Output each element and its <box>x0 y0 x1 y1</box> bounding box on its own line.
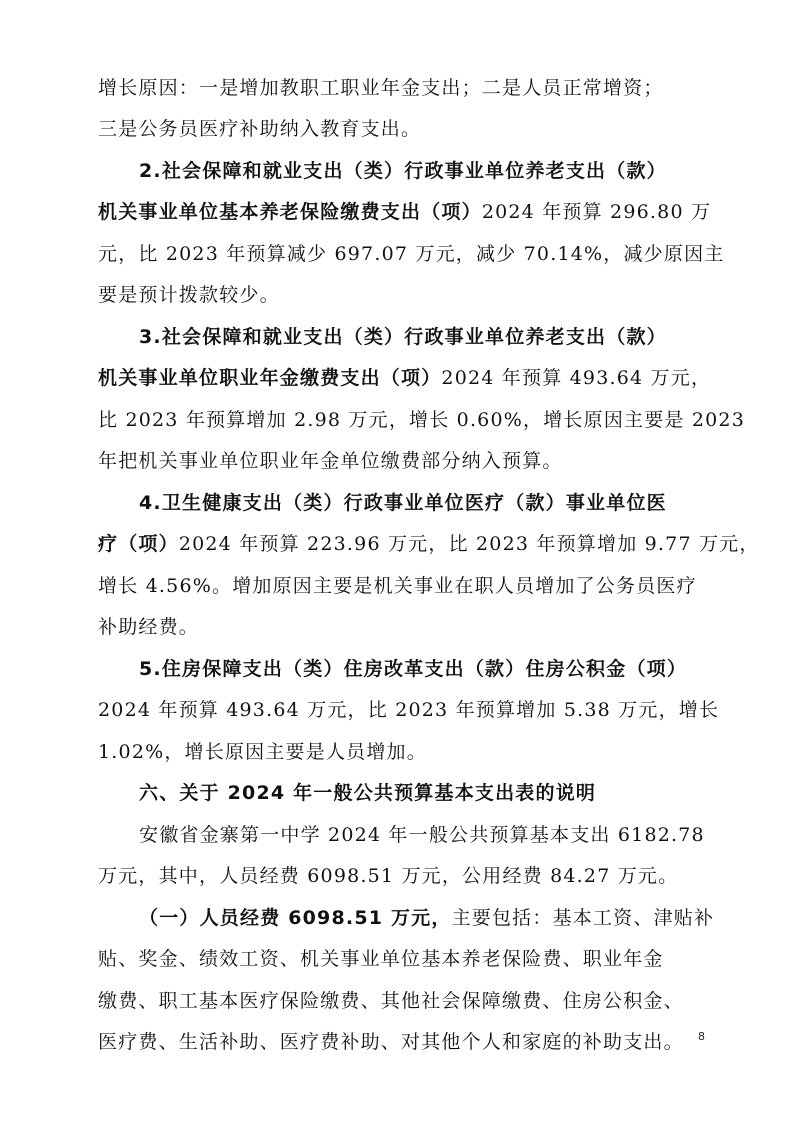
paragraph-line <box>98 612 199 642</box>
section-heading-six <box>139 778 596 808</box>
paragraph-line <box>98 571 697 601</box>
paragraph-line <box>98 73 664 103</box>
text-run-bold: 疗（项） <box>98 533 179 555</box>
paragraph-line <box>98 363 711 393</box>
paragraph-line <box>98 114 421 144</box>
text-run: 增长原因：一是增加教职工职业年金支出；二是人员正常增资； <box>98 77 664 99</box>
text-run: 要是预计拨款较少。 <box>98 284 280 306</box>
text-run: 医疗费、生活补助、医疗费补助、对其他个人和家庭的补助支出。 <box>98 1031 684 1053</box>
section-heading-2 <box>139 156 667 186</box>
text-run-bold: 机关事业单位职业年金缴费支出（项） <box>98 367 442 389</box>
text-run: 补助经费。 <box>98 616 200 638</box>
text-run: 元，比 2023 年预算减少 697.07 万元，减少 70.14%，减少原因主 <box>98 243 725 265</box>
section-heading-4 <box>139 488 667 518</box>
paragraph-line <box>98 944 664 974</box>
text-run: 2024 年预算 493.64 万元，比 2023 年预算增加 5.38 万元，增长 <box>98 699 720 721</box>
text-run: 万元，其中，人员经费 6098.51 万元，公用经费 84.27 万元。 <box>98 865 679 887</box>
text-run-bold: 5.住房保障支出（类）住房改革支出（款）住房公积金（项） <box>139 658 688 680</box>
page-number: 8 <box>698 1030 705 1043</box>
paragraph-line <box>98 1027 684 1057</box>
paragraph-line <box>98 446 563 476</box>
text-run: 年把机关事业单位职业年金单位缴费部分纳入预算。 <box>98 450 563 472</box>
paragraph-line <box>98 529 760 559</box>
text-run: 贴、奖金、绩效工资、机关事业单位基本养老保险费、职业年金 <box>98 948 664 970</box>
paragraph-line <box>98 695 719 725</box>
paragraph-line <box>98 737 427 767</box>
text-run-bold: 机关事业单位基本养老保险缴费支出（项） <box>98 201 482 223</box>
text-run: 2024 年预算 223.96 万元，比 2023 年预算增加 9.77 万元， <box>178 533 760 555</box>
paragraph-line <box>98 280 280 310</box>
text-run-bold: 4.卫生健康支出（类）行政事业单位医疗（款）事业单位医 <box>139 492 667 514</box>
paragraph-line <box>98 405 745 435</box>
text-run: 主要包括：基本工资、津贴补 <box>451 907 715 929</box>
paragraph-line <box>98 197 711 227</box>
text-run: 三是公务员医疗补助纳入教育支出。 <box>98 118 422 140</box>
paragraph-line <box>98 239 724 269</box>
text-run: 1.02%，增长原因主要是人员增加。 <box>98 741 427 763</box>
text-run-heading: 六、关于 2024 年一般公共预算基本支出表的说明 <box>139 782 597 804</box>
text-run-bold: 2.社会保障和就业支出（类）行政事业单位养老支出（款） <box>139 160 667 182</box>
text-run: 安徽省金寨第一中学 2024 年一般公共预算基本支出 6182.78 <box>139 824 705 846</box>
section-heading-5 <box>139 654 687 684</box>
paragraph-line <box>98 986 684 1016</box>
text-run-bold: 3.社会保障和就业支出（类）行政事业单位养老支出（款） <box>139 326 667 348</box>
paragraph-line <box>98 861 678 891</box>
section-heading-3 <box>139 322 667 352</box>
text-run: 缴费、职工基本医疗保险缴费、其他社会保障缴费、住房公积金、 <box>98 990 684 1012</box>
text-run: 增长 4.56%。增加原因主要是机关事业在职人员增加了公务员医疗 <box>98 575 697 597</box>
text-run: 2024 年预算 296.80 万 <box>481 201 712 223</box>
paragraph-line <box>139 820 705 850</box>
paragraph-line <box>139 903 714 933</box>
text-run-bold: （一）人员经费 6098.51 万元， <box>139 907 452 929</box>
text-run: 比 2023 年预算增加 2.98 万元，增长 0.60%，增长原因主要是 2023 <box>98 409 746 431</box>
text-run: 2024 年预算 493.64 万元， <box>441 367 712 389</box>
